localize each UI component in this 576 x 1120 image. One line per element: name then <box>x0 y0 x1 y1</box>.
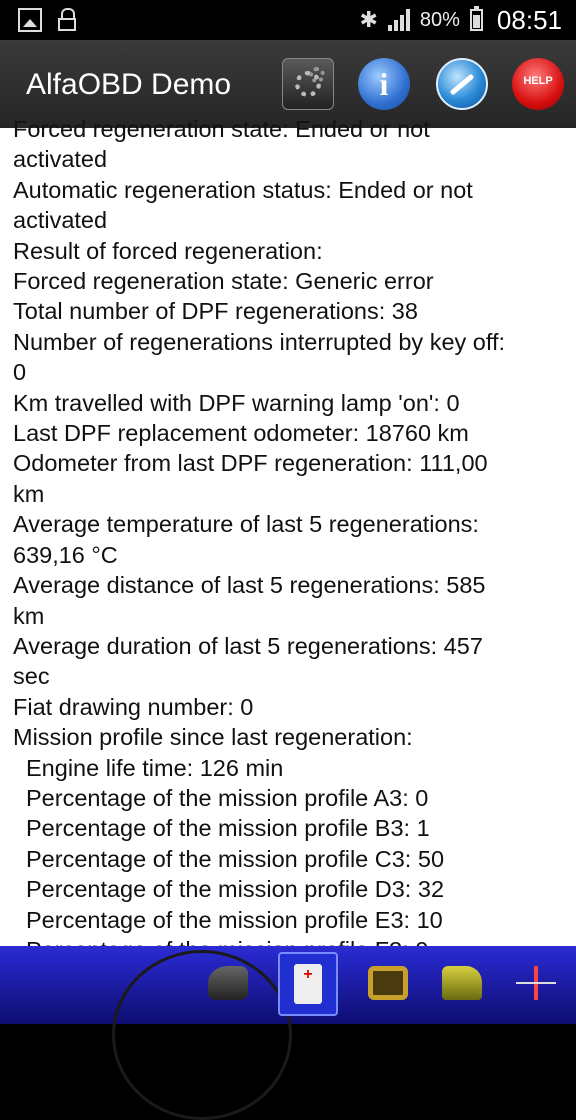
result-subline: Percentage of the mission profile E3: 10 <box>26 906 443 933</box>
help-icon: HELP <box>523 75 553 87</box>
graph-button[interactable] <box>506 952 566 1016</box>
help-button[interactable] <box>512 58 564 110</box>
result-line: Forced regeneration state: Generic error <box>13 268 434 295</box>
result-line: Mission profile since last regeneration: <box>13 724 413 751</box>
result-subline: Percentage of the mission profile C3: 50 <box>26 845 445 872</box>
battery-icon <box>470 9 483 31</box>
result-line: activated <box>13 146 108 173</box>
result-line: 0 <box>13 359 27 386</box>
result-subline: Engine life time: 126 min <box>26 754 284 781</box>
lock-icon <box>56 8 80 32</box>
bluetooth-icon: ✱ <box>359 7 378 32</box>
result-line: Number of regenerations interrupted by key off: <box>13 328 506 355</box>
result-line: Km travelled with DPF warning lamp 'on': 0 <box>13 389 460 416</box>
signal-icon <box>388 9 410 31</box>
result-line: 639,16 °C <box>13 541 118 568</box>
result-line: activated <box>13 207 108 234</box>
result-line: Forced regeneration state: Ended or not <box>13 116 430 142</box>
diagnostics-button[interactable] <box>278 952 338 1016</box>
clock: 08:51 <box>496 4 562 35</box>
info-button[interactable] <box>358 58 410 110</box>
gallery-icon <box>18 8 42 32</box>
result-line: Average temperature of last 5 regenerations: <box>13 511 479 538</box>
graph-icon <box>516 966 556 1000</box>
result-line: sec <box>13 663 50 690</box>
result-line: Odometer from last DPF regeneration: 111,00 <box>13 450 488 477</box>
app-title: AlfaOBD Demo <box>26 68 232 101</box>
result-line: Average duration of last 5 regenerations: 457 <box>13 632 483 659</box>
tools-icon <box>450 74 475 96</box>
engine-button[interactable] <box>358 952 418 1016</box>
result-line: Fiat drawing number: 0 <box>13 693 254 720</box>
result-subline: Percentage of the mission profile B3: 1 <box>26 815 430 842</box>
result-line: Last DPF replacement odometer: 18760 km <box>13 420 469 447</box>
result-line: Result of forced regeneration: <box>13 237 323 264</box>
result-line: Average distance of last 5 regenerations: 585 <box>13 572 486 599</box>
engine-icon <box>368 966 408 1000</box>
connect-button[interactable] <box>198 952 258 1016</box>
tools-button[interactable] <box>436 58 488 110</box>
info-icon: i <box>379 66 389 102</box>
settings-button[interactable] <box>282 58 334 110</box>
status-bar <box>0 0 576 40</box>
result-line: Automatic regeneration status: Ended or not <box>13 176 473 203</box>
result-subline: Percentage of the mission profile A3: 0 <box>26 784 429 811</box>
connect-icon <box>208 966 248 1000</box>
bottom-nav <box>0 946 576 1024</box>
diagnostics-icon <box>294 964 322 1004</box>
result-line: Total number of DPF regenerations: 38 <box>13 298 418 325</box>
result-line: km <box>13 480 45 507</box>
results-panel[interactable] <box>0 116 576 946</box>
result-subline: Percentage of the mission profile D3: 32 <box>26 876 445 903</box>
battery-percent: 80% <box>419 8 460 31</box>
car-button[interactable] <box>432 952 492 1016</box>
small-gear-icon <box>309 67 325 83</box>
car-icon <box>442 966 482 1000</box>
results-text <box>13 114 562 965</box>
result-line: km <box>13 602 45 629</box>
